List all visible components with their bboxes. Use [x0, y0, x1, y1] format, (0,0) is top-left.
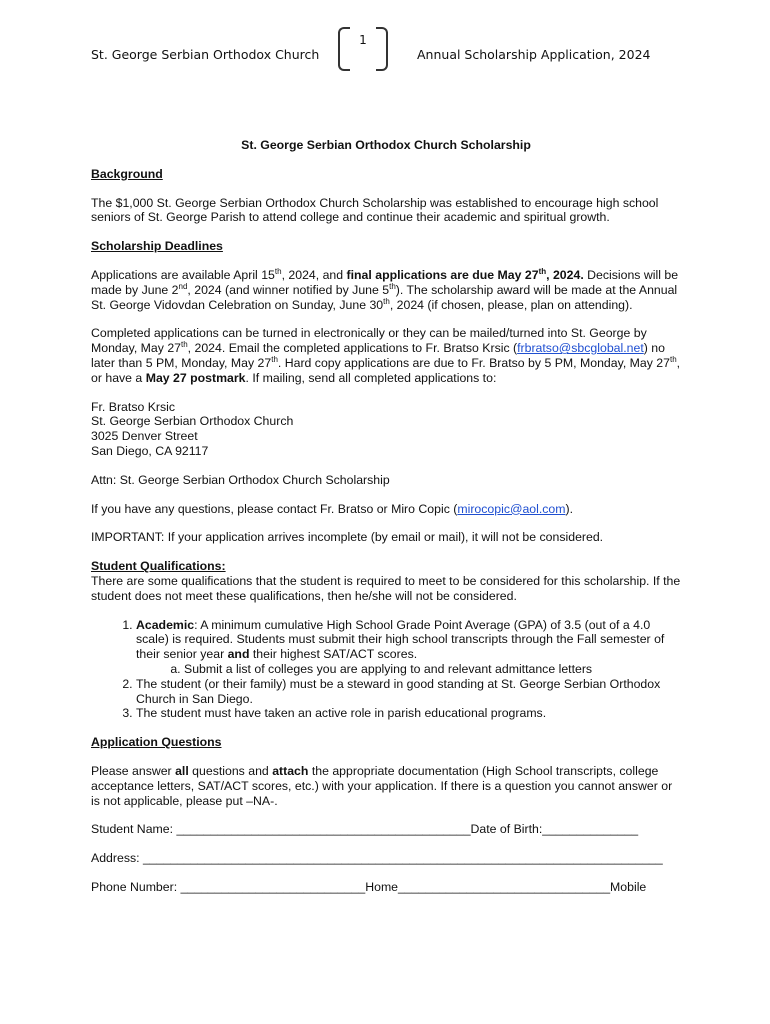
qualifications-list — [91, 618, 681, 722]
page-number: 1 — [359, 33, 367, 47]
header-left: St. George Serbian Orthodox Church — [91, 47, 320, 62]
address-line: 3025 Denver Street — [91, 429, 198, 444]
background-heading: Background — [91, 166, 163, 181]
address-line: St. George Serbian Orthodox Church — [91, 414, 294, 429]
email-link-frbratso[interactable]: frbratso@sbcglobal.net — [517, 341, 644, 356]
deadlines-heading: Scholarship Deadlines — [91, 239, 223, 254]
application-heading: Application Questions — [91, 735, 222, 750]
list-item: a. Submit a list of colleges you are applying to and relevant admittance letters — [184, 662, 681, 677]
student-name-field[interactable]: Student Name: ___________________________________________Date of Birth:______________ — [91, 822, 639, 837]
list-item: 2. The student (or their family) must be a steward in good standing at St. George Serbian Orthodox Church in San Diego. — [136, 677, 681, 707]
right-bracket — [376, 27, 388, 71]
list-item: 1. Academic: A minimum cumulative High School Grade Point Average (GPA) of 3.5 (out of a 4.0 scale) is required. Students must submit their high school transcripts through the Fall semester of their senior year and their highest SAT/ACT scores. a. Submit a list of colleges you are applying to and relevant admittance letters — [136, 618, 681, 677]
application-intro: Please answer all questions and attach the appropriate documentation (High School transcripts, college acceptance letters, SAT/ACT scores, etc.) with your application. If there is a question you cannot answer or is not applicable, please put –NA-. — [91, 763, 673, 808]
list-item: 3. The student must have taken an active role in parish educational programs. — [136, 706, 681, 721]
mailing-address — [91, 400, 681, 459]
deadlines-paragraph-2: Completed applications can be turned in electronically or they can be mailed/turned into St. George by Monday, May 27th, 2024. Email the completed applications to Fr. Bratso Krsic (frbratso@sbcglobal.net) no later than 5 PM, Monday, May 27th. Hard copy applications are due to Fr. Bratso by 5 PM, Monday, May 27th, or have a May 27 postmark. If mailing, send all completed applications to: — [91, 326, 681, 385]
background-text: The $1,000 St. George Serbian Orthodox Church Scholarship was established to encourage high school seniors of St. George Parish to attend college and continue their academic and spiritual growth. — [91, 195, 659, 225]
address-line: San Diego, CA 92117 — [91, 443, 209, 458]
sub-list — [136, 662, 681, 677]
qualifications-intro: There are some qualifications that the student is required to meet to be considered for this scholarship. If the student does not meet these qualifications, then he/she will not be considered. — [91, 573, 681, 603]
email-link-mirocopic[interactable]: mirocopic@aol.com — [457, 501, 566, 516]
contact-paragraph: If you have any questions, please contact Fr. Bratso or Miro Copic (mirocopic@aol.com). — [91, 501, 574, 516]
header-right: Annual Scholarship Application, 2024 — [417, 47, 651, 62]
address-field[interactable]: Address: ____________________________________________________________________________ — [91, 851, 663, 866]
qualifications-heading: Student Qualifications: — [91, 559, 226, 574]
deadlines-paragraph-1: Applications are available April 15th, 2024, and final applications are due May 27th, 2024. Decisions will be made by June 2nd, 2024 (and winner notified by June 5th). The scholarship award will be made at the Annual St. George Vidovdan Celebration on Sunday, June 30th, 2024 (if chosen, please, plan on attending). — [91, 266, 679, 312]
document-body — [91, 138, 681, 909]
attn-line: Attn: St. George Serbian Orthodox Church Scholarship — [91, 472, 390, 487]
address-line: Fr. Bratso Krsic — [91, 399, 176, 414]
important-notice: IMPORTANT: If your application arrives incomplete (by email or mail), it will not be considered. — [91, 530, 604, 545]
phone-number-field[interactable]: Phone Number: ___________________________Home_______________________________Mobile — [91, 879, 647, 894]
document-title: St. George Serbian Orthodox Church Scholarship — [241, 138, 531, 152]
page-number-box — [338, 27, 388, 67]
